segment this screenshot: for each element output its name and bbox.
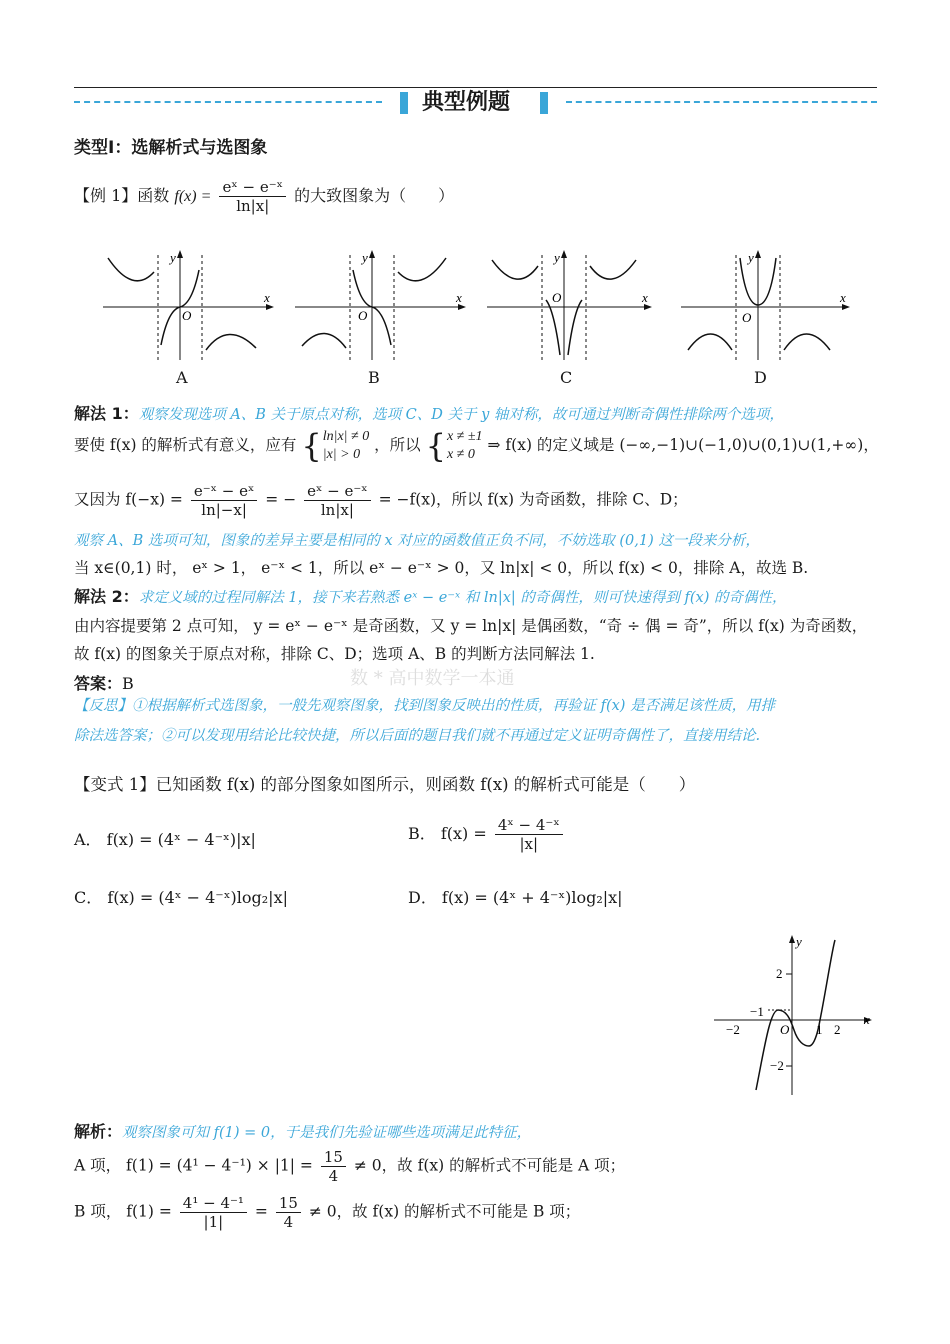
watermark: 数 * 高中数学一本通 — [350, 668, 515, 689]
svg-text:2: 2 — [776, 966, 783, 981]
analysis-line-b-num1: 4¹ − 4⁻¹ — [182, 1194, 244, 1212]
system1-brace: { — [301, 427, 322, 465]
analysis-line-b-fraction1 — [180, 1194, 247, 1231]
header-bar-right — [540, 92, 548, 114]
svg-text:O: O — [358, 308, 368, 323]
analysis-line-a-post: ≠ 0，故 f(x) 的解析式不可能是 A 项； — [353, 1156, 626, 1175]
analysis-line-a-pre: A 项， f(1) = (4¹ − 4⁻¹) × |1| = — [74, 1156, 313, 1175]
solution1-line3-b: = − — [265, 490, 297, 509]
header-dash-left — [74, 101, 382, 103]
analysis-line-a — [74, 1148, 625, 1185]
option-d[interactable]: D． f(x) = (4ˣ + 4⁻ˣ)log₂|x| — [408, 888, 623, 907]
variant1-text: 已知函数 f(x) 的部分图象如图所示，则函数 f(x) 的解析式可能是（ ） — [155, 775, 696, 794]
svg-text:O: O — [742, 310, 752, 325]
analysis-line-b — [74, 1194, 580, 1231]
header-bar-left — [400, 92, 408, 114]
solution2-line2: 由内容提要第 2 点可知， y = eˣ − e⁻ˣ 是奇函数，又 y = ln|x| 是偶函数，“奇 ÷ 偶 = 奇”，所以 f(x) 为奇函数， — [74, 617, 868, 635]
system2-row2: x ≠ 0 — [446, 447, 475, 462]
svg-text:O: O — [780, 1022, 790, 1037]
solution1-line3 — [74, 482, 688, 519]
analysis-line-b-den1: |1| — [180, 1212, 247, 1231]
svg-text:O: O — [182, 308, 192, 323]
analysis-line-b-mid: = — [254, 1202, 268, 1221]
svg-text:O: O — [552, 290, 562, 305]
example1-denominator: ln|x| — [219, 196, 286, 215]
analysis-line-b-num2: 15 — [278, 1194, 298, 1212]
svg-text:y: y — [170, 250, 176, 265]
analysis-line-b-post: ≠ 0，故 f(x) 的解析式不可能是 B 项； — [308, 1202, 581, 1221]
analysis-line-a-den: 4 — [321, 1166, 346, 1185]
example1-func: f(x) = — [174, 188, 212, 205]
solution1-line2-b: ，所以 — [374, 436, 421, 454]
graph-label-c: C — [560, 368, 573, 387]
solution1-line2 — [74, 428, 879, 464]
solution1-line5: 当 x∈(0,1) 时， eˣ > 1， e⁻ˣ < 1，所以 eˣ − e⁻ˣ > 0，又 ln|x| < 0，所以 f(x) < 0，排除 A，故选 B. — [74, 559, 809, 577]
graph-label-b: B — [368, 368, 380, 387]
graph-label-d: D — [754, 368, 767, 387]
system2-row1: x ≠ ±1 — [446, 429, 483, 444]
solution1-line1 — [74, 404, 784, 425]
solution1-line2-c: ⇒ f(x) 的定义域是 (−∞,−1)∪(−1,0)∪(0,1)∪(1,+∞)， — [487, 436, 879, 454]
svg-text:y: y — [554, 250, 560, 265]
system1-row1: ln|x| ≠ 0 — [322, 429, 370, 444]
svg-text:x: x — [456, 290, 462, 305]
svg-text:y: y — [748, 250, 754, 265]
reflection-line1: 【反思】①根据解析式选图象，一般先观察图象，找到图象反映出的性质，再验证 f(x) 是否满足该性质，用排 — [74, 698, 776, 714]
solution1-fraction1 — [191, 482, 258, 519]
svg-text:−2: −2 — [770, 1058, 784, 1073]
option-b-fraction — [495, 816, 563, 853]
reflection-line2: 除法选答案；②可以发现用结论比较快捷，所以后面的题目我们就不再通过定义证明奇偶性了，直接用结论. — [74, 728, 761, 744]
analysis-line1 — [74, 1122, 531, 1143]
variant-graph — [708, 930, 880, 1100]
analysis-label: 解析： — [74, 1122, 123, 1141]
svg-text:x: x — [864, 1012, 870, 1027]
answer-label: 答案： — [74, 674, 123, 693]
example1-fraction — [219, 178, 286, 215]
solution1-label: 解法 1： — [74, 404, 139, 423]
example1-text-before: 函数 — [137, 186, 170, 205]
solution2-label: 解法 2： — [74, 587, 139, 606]
option-c[interactable]: C． f(x) = (4ˣ − 4⁻ˣ)log₂|x| — [74, 888, 288, 907]
option-b-num: 4ˣ − 4⁻ˣ — [497, 816, 560, 834]
analysis-line1-text: 观察图象可知 f(1) = 0，于是我们先验证哪些选项满足此特征， — [122, 1125, 532, 1141]
solution1-line3-a: 又因为 f(−x) = — [74, 490, 183, 509]
svg-text:y: y — [796, 934, 802, 949]
option-a[interactable]: A． f(x) = (4ˣ − 4⁻ˣ)|x| — [74, 830, 256, 849]
svg-text:x: x — [264, 290, 270, 305]
solution2-line1-text: 求定义域的过程同解法 1，接下来若熟悉 eˣ − e⁻ˣ 和 ln|x| 的奇偶性，则可快速得到 f(x) 的奇偶性， — [138, 590, 787, 606]
solution1-line3-c: = −f(x)，所以 f(x) 为奇函数，排除 C、D； — [378, 490, 688, 509]
option-b-den: |x| — [495, 834, 563, 853]
graph-label-a: A — [176, 368, 188, 387]
svg-text:−1: −1 — [750, 1004, 764, 1019]
type-title: 类型Ⅰ：选解析式与选图象 — [74, 138, 268, 158]
solution1-fraction1-num: e⁻ˣ − eˣ — [193, 482, 255, 500]
top-rule — [74, 87, 877, 88]
option-b-prefix: B． f(x) = — [408, 824, 487, 843]
analysis-line-b-pre: B 项， f(1) = — [74, 1202, 172, 1221]
svg-text:y: y — [362, 250, 368, 265]
solution1-fraction1-den: ln|−x| — [191, 500, 258, 519]
system2 — [447, 428, 483, 464]
system2-brace: { — [425, 427, 446, 465]
analysis-line-a-fraction — [321, 1148, 346, 1185]
solution2-line3: 故 f(x) 的图象关于原点对称，排除 C、D；选项 A、B 的判断方法同解法 1. — [74, 645, 595, 663]
system1-row2: |x| > 0 — [322, 447, 361, 462]
solution1-fraction2-den: ln|x| — [304, 500, 371, 519]
example1-text-after: 的大致图象为（ ） — [294, 186, 455, 205]
example1-line — [74, 178, 454, 215]
analysis-line-a-num: 15 — [323, 1148, 343, 1166]
section-title: 典型例题 — [422, 90, 511, 115]
graph-b — [290, 250, 470, 370]
graph-c — [482, 250, 662, 370]
variant1-line — [74, 775, 695, 795]
solution1-line2-a: 要使 f(x) 的解析式有意义，应有 — [74, 436, 297, 454]
example1-numerator: eˣ − e⁻ˣ — [222, 178, 283, 196]
solution1-fraction2-num: eˣ − e⁻ˣ — [307, 482, 368, 500]
example1-label: 【例 1】 — [74, 186, 138, 205]
svg-text:x: x — [840, 290, 846, 305]
solution1-fraction2 — [304, 482, 371, 519]
variant1-label: 【变式 1】 — [74, 775, 156, 794]
answer-line — [74, 674, 134, 694]
analysis-line-b-fraction2 — [276, 1194, 301, 1231]
solution1-line1-text: 观察发现选项 A、B 关于原点对称，选项 C、D 关于 y 轴对称，故可通过判断奇偶性排除两个选项， — [138, 407, 784, 423]
analysis-line-b-den2: 4 — [276, 1212, 301, 1231]
graph-a — [98, 250, 278, 370]
solution1-line4: 观察 A、B 选项可知，图象的差异主要是相同的 x 对应的函数值正负不同，不妨选取 (0,1) 这一段来分析， — [74, 533, 760, 549]
svg-text:−2: −2 — [726, 1022, 740, 1037]
svg-text:2: 2 — [834, 1022, 841, 1037]
header-dash-right — [566, 101, 877, 103]
system1 — [323, 428, 369, 464]
solution2-line1 — [74, 587, 786, 608]
graph-d — [676, 250, 856, 370]
answer-value: B — [122, 674, 134, 693]
svg-text:1: 1 — [816, 1022, 823, 1037]
svg-text:x: x — [642, 290, 648, 305]
option-b[interactable] — [408, 816, 566, 853]
